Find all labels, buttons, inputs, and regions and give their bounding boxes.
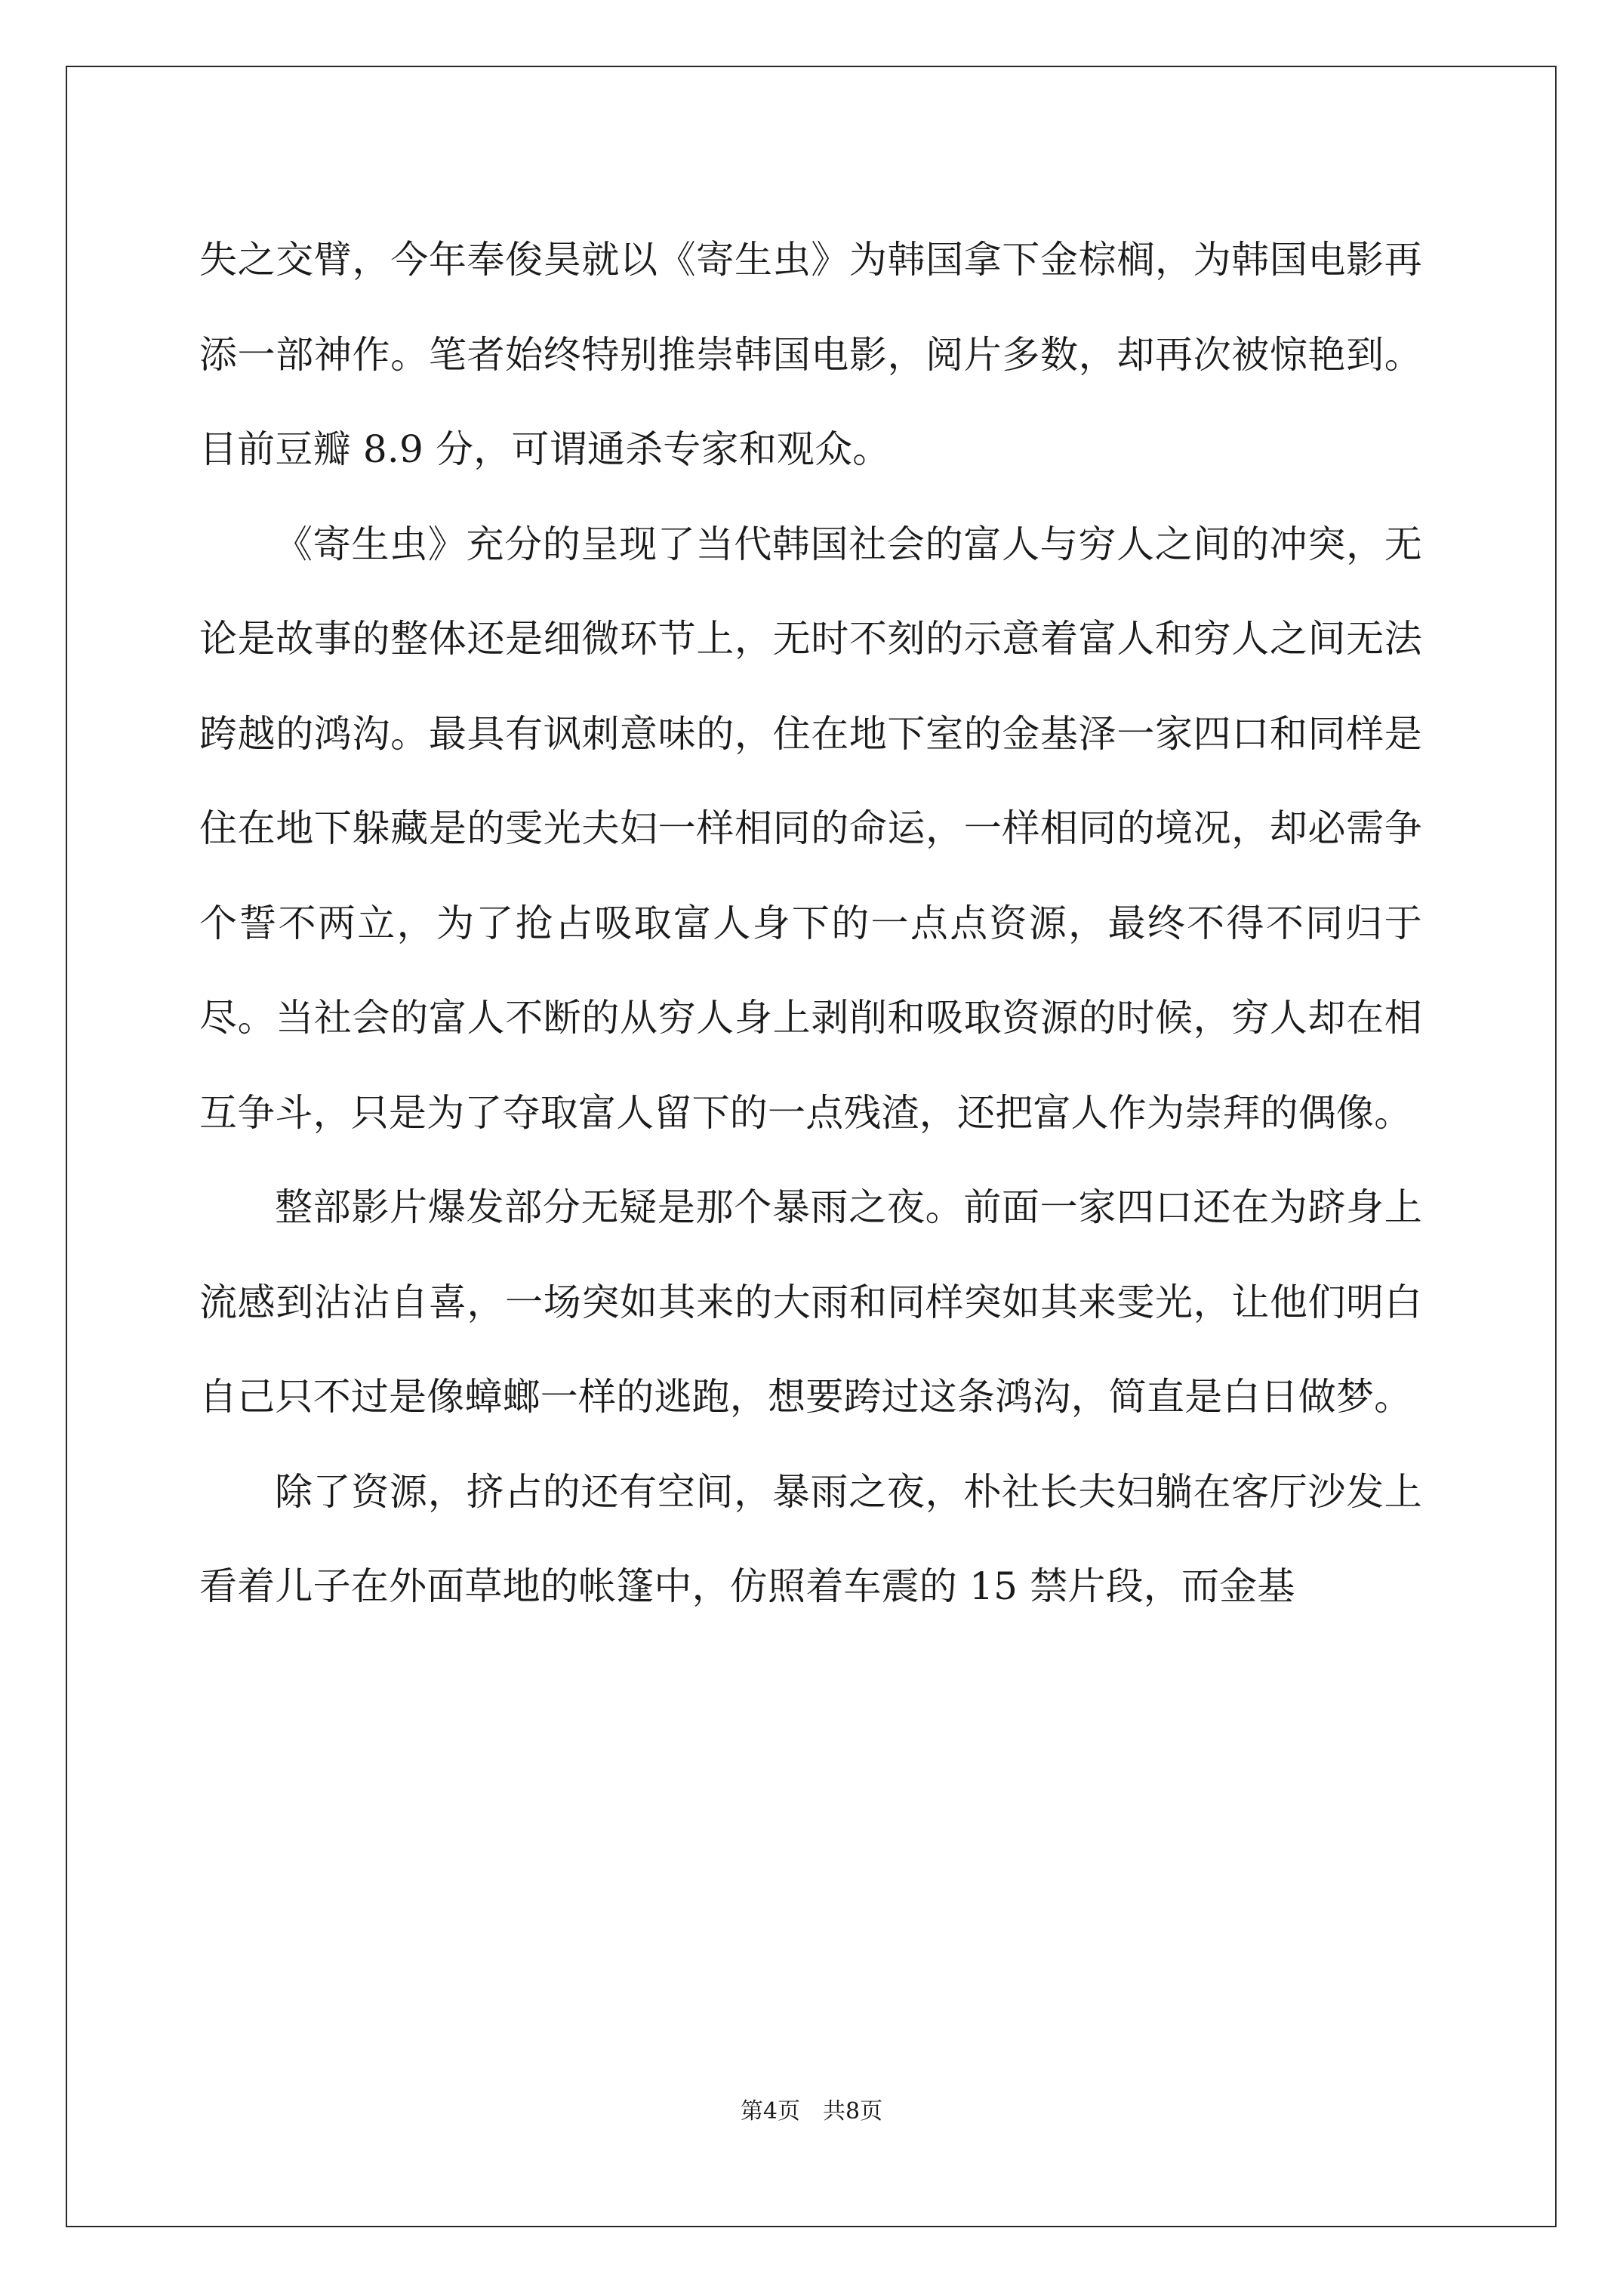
- paragraph-1: 失之交臂，今年奉俊昊就以《寄生虫》为韩国拿下金棕榈，为韩国电影再添一部神作。笔者始终特别推崇韩国电影，阅片多数，却再次被惊艳到。目前豆瓣 8.9 分，可谓通杀专家和观众。: [199, 238, 1422, 471]
- paragraph-4: 除了资源，挤占的还有空间，暴雨之夜，朴社长夫妇躺在客厅沙发上看着儿子在外面草地的帐篷中，仿照着车震的 15 禁片段，而金基: [199, 1469, 1422, 1608]
- page-number: 第4页: [740, 2098, 800, 2125]
- page-total: 共8页: [823, 2098, 883, 2125]
- document-body: [199, 213, 1422, 1635]
- page-footer: [0, 2097, 1623, 2127]
- paragraph-3: 整部影片爆发部分无疑是那个暴雨之夜。前面一家四口还在为跻身上流感到沾沾自喜，一场突如其来的大雨和同样突如其来雯光，让他们明白自己只不过是像蟑螂一样的逃跑，想要跨过这条鸿沟，简直是白日做梦。: [199, 1185, 1422, 1419]
- paragraph-2: 《寄生虫》充分的呈现了当代韩国社会的富人与穷人之间的冲突，无论是故事的整体还是细微环节上，无时不刻的示意着富人和穷人之间无法跨越的鸿沟。最具有讽刺意味的，住在地下室的金基泽一家四口和同样是住在地下躲藏是的雯光夫妇一样相同的命运，一样相同的境况，却必需争个誓不两立，为了抢占吸取富人身下的一点点资源，最终不得不同归于尽。当社会的富人不断的从穷人身上剥削和吸取资源的时候，穷人却在相互争斗，只是为了夺取富人留下的一点残渣，还把富人作为崇拜的偶像。: [199, 522, 1422, 1135]
